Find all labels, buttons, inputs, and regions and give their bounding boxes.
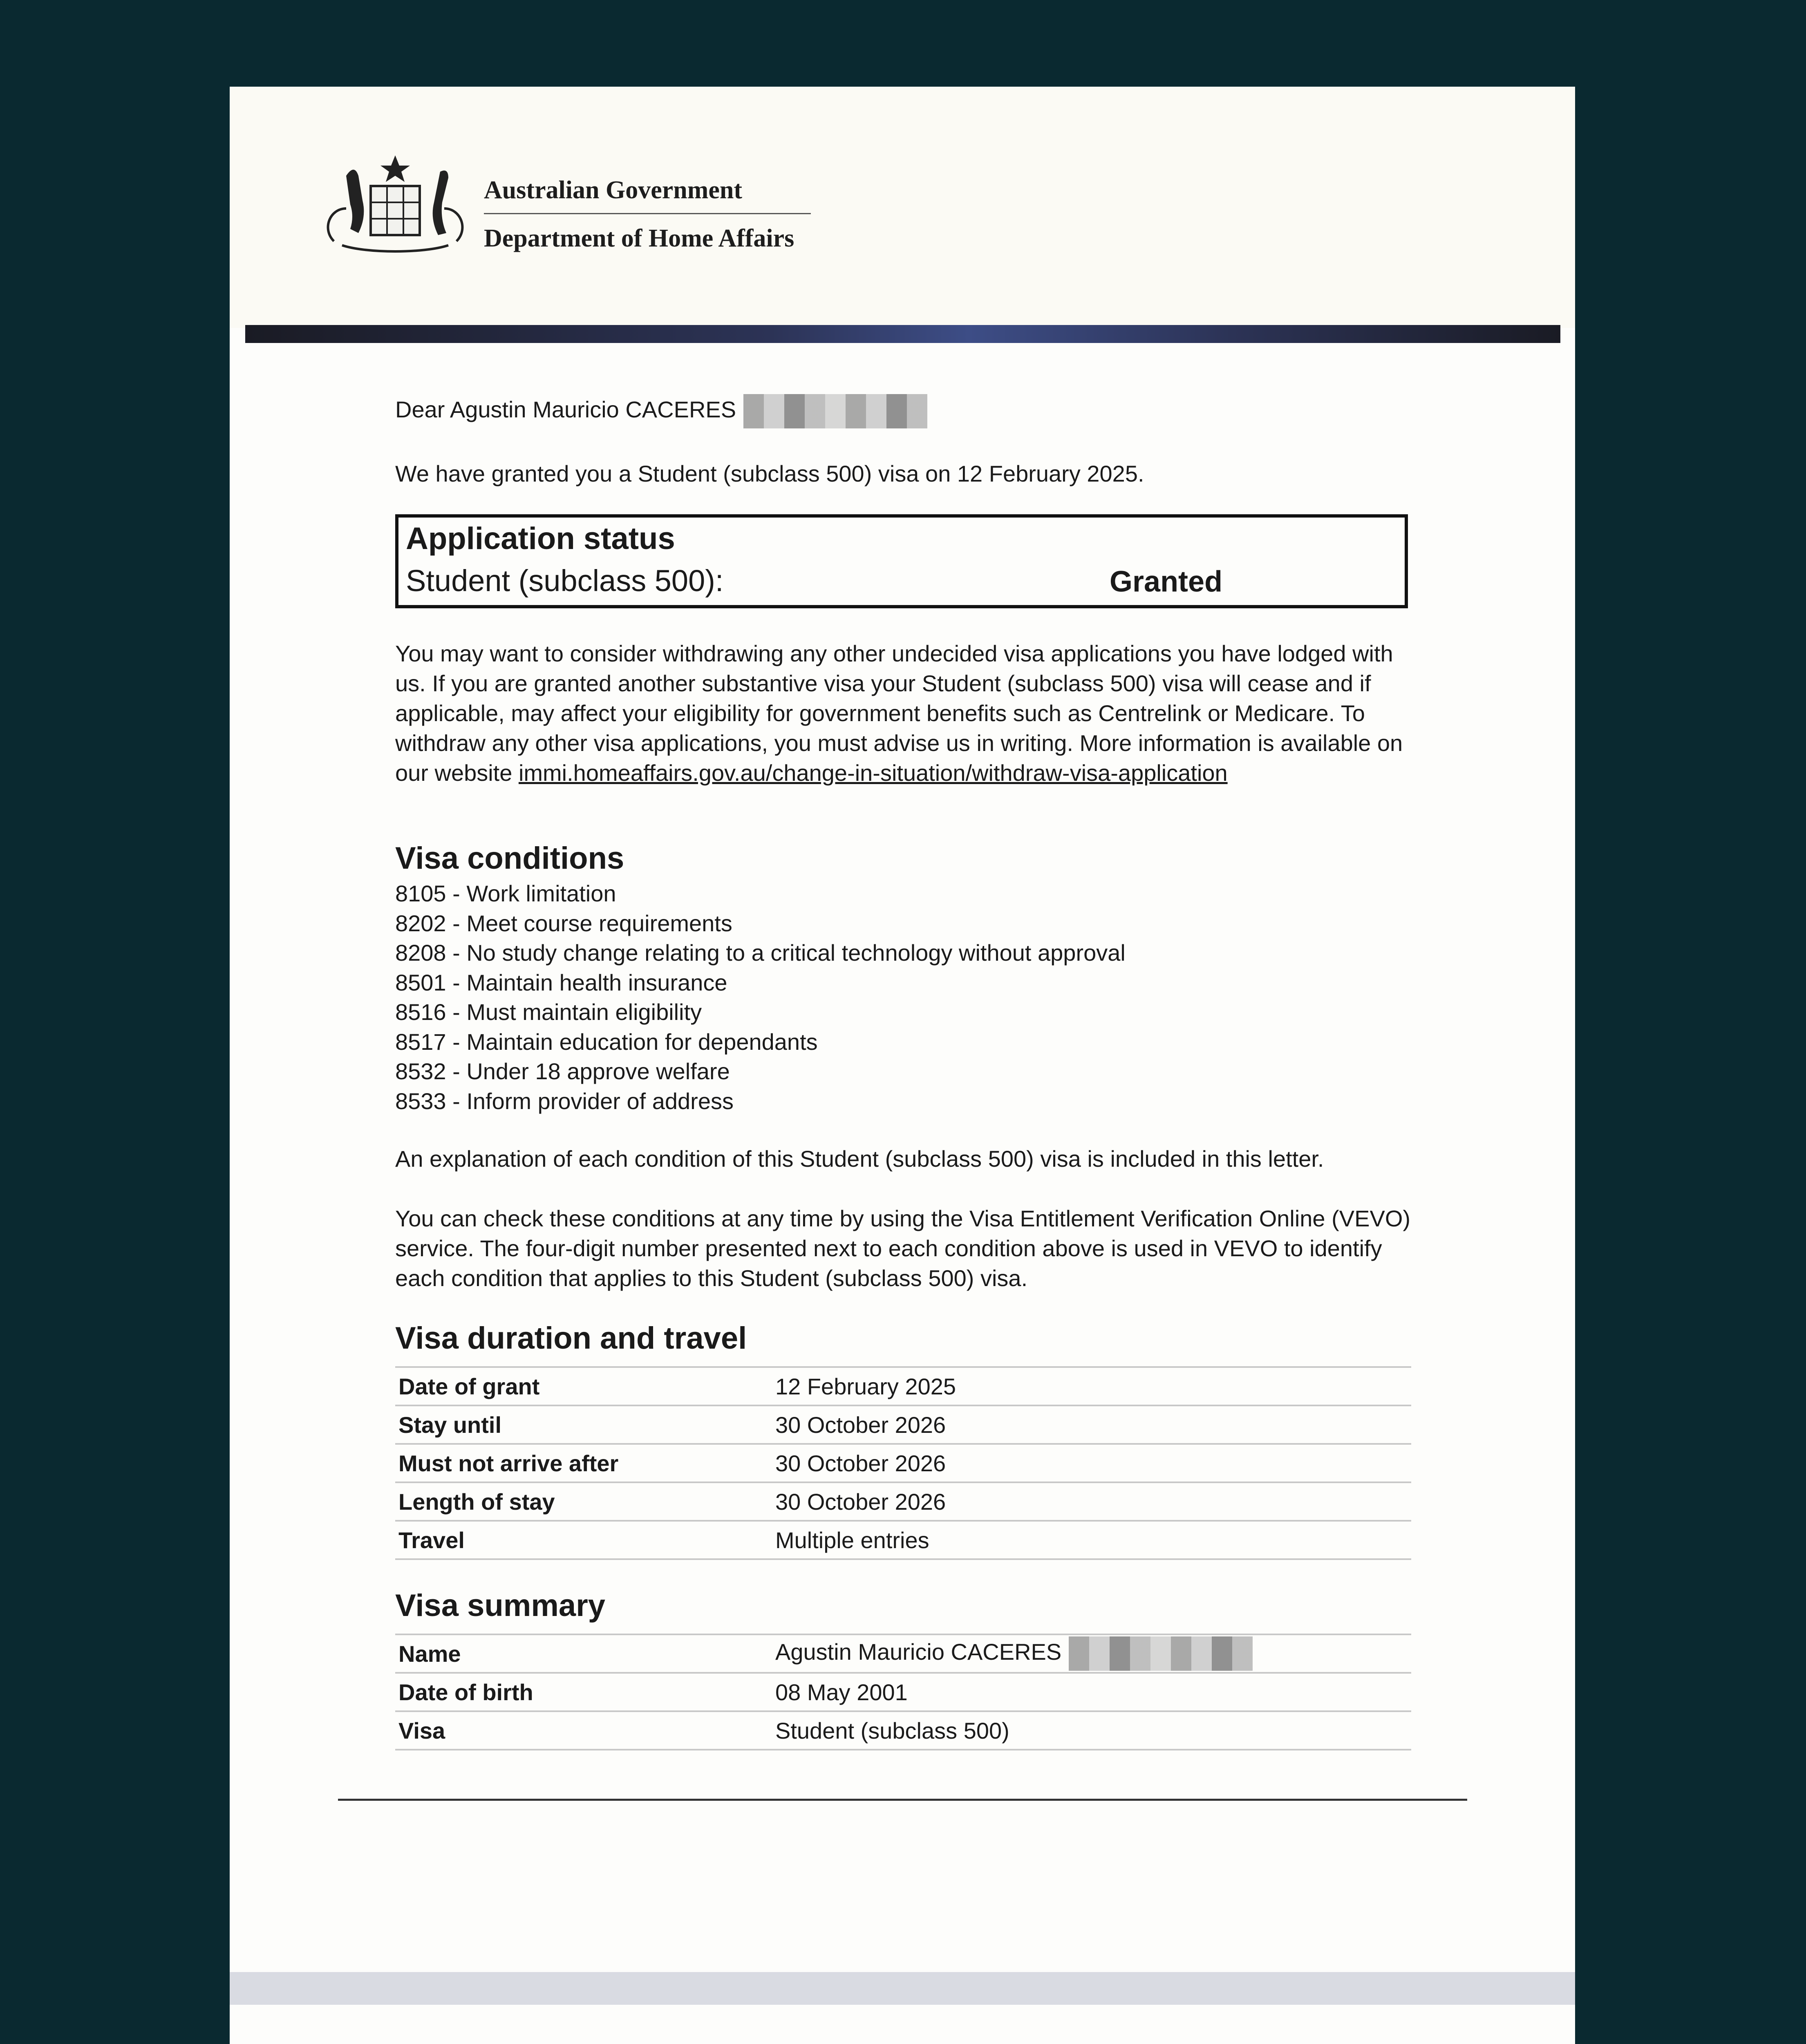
row-label: Name [395,1634,772,1673]
row-label: Date of grant [395,1367,772,1405]
redacted-block [1069,1636,1253,1671]
vevo-paragraph: You can check these conditions at any time by using the Visa Entitlement Verification Online (VEVO) service. The four-digit number presented next to each condition above is used in VEVO to identify each condition that applies to this Student (subclass 500) visa. [395,1206,1411,1291]
condition-item: 8501 - Maintain health insurance [395,969,727,995]
salutation-line [395,394,1411,428]
withdraw-text: You may want to consider withdrawing any other undecided visa applications you have lodged with us. If you are granted another substantive visa your Student (subclass 500) visa will cease and if applicable, may affect your eligibility for government benefits such as Centrelink or Medicare. To withdraw any other visa applications, you must advise us in writing. More information is available on our website [395,641,1403,786]
page-gap [230,1972,1575,2005]
status-title: Application status [406,521,675,556]
government-title [484,176,811,253]
redacted-block [743,394,927,428]
status-label: Student (subclass 500): [406,564,724,598]
department-name: Department of Home Affairs [484,224,794,252]
table-row [395,1444,1411,1482]
table-row [395,1711,1411,1750]
withdraw-link[interactable]: immi.homeaffairs.gov.au/change-in-situation/withdraw-visa-application [518,760,1228,786]
withdraw-paragraph [395,639,1411,788]
application-status-box [395,514,1408,608]
row-label: Date of birth [395,1673,772,1711]
title-divider [484,213,811,214]
salutation: Dear Agustin Mauricio CACERES [395,396,736,422]
row-value: Multiple entries [772,1521,1411,1559]
summary-table [395,1634,1411,1750]
conditions-heading: Visa conditions [395,841,624,876]
explanation: An explanation of each condition of this Student (subclass 500) visa is included in this letter. [395,1146,1324,1172]
row-value: 08 May 2001 [772,1673,1411,1711]
row-label: Length of stay [395,1482,772,1521]
row-label: Must not arrive after [395,1444,772,1482]
table-row [395,1367,1411,1405]
grant-sentence: We have granted you a Student (subclass 500) visa on 12 February 2025. [395,461,1144,486]
row-value: 30 October 2026 [772,1482,1411,1521]
table-row [395,1673,1411,1711]
duration-heading: Visa duration and travel [395,1321,747,1356]
row-value: Agustin Mauricio CACERES [772,1634,1411,1673]
condition-item: 8532 - Under 18 approve welfare [395,1058,730,1084]
row-label: Stay until [395,1405,772,1444]
gov-name: Australian Government [484,176,743,204]
letter-page-1 [230,87,1575,1972]
letterhead [230,87,1575,328]
summary-heading: Visa summary [395,1588,606,1623]
status-value: Granted [1110,565,1223,598]
table-row [395,1634,1411,1673]
condition-item: 8208 - No study change relating to a critical technology without approval [395,940,1126,966]
table-row [395,1521,1411,1559]
conditions-list [395,879,1126,1116]
condition-item: 8516 - Must maintain eligibility [395,999,702,1025]
row-value: 30 October 2026 [772,1444,1411,1482]
row-label: Visa [395,1711,772,1750]
header-band [245,325,1560,343]
page-divider [338,1799,1467,1801]
row-label: Travel [395,1521,772,1559]
condition-item: 8202 - Meet course requirements [395,910,732,936]
condition-item: 8533 - Inform provider of address [395,1088,734,1114]
letter-page-2 [230,2005,1575,2044]
row-value: Student (subclass 500) [772,1711,1411,1750]
row-value: 12 February 2025 [772,1367,1411,1405]
table-row [395,1482,1411,1521]
table-row [395,1405,1411,1444]
condition-item: 8517 - Maintain education for dependants [395,1029,818,1055]
row-value: 30 October 2026 [772,1405,1411,1444]
condition-item: 8105 - Work limitation [395,881,616,906]
duration-table [395,1366,1411,1560]
coat-of-arms-icon [318,147,473,258]
